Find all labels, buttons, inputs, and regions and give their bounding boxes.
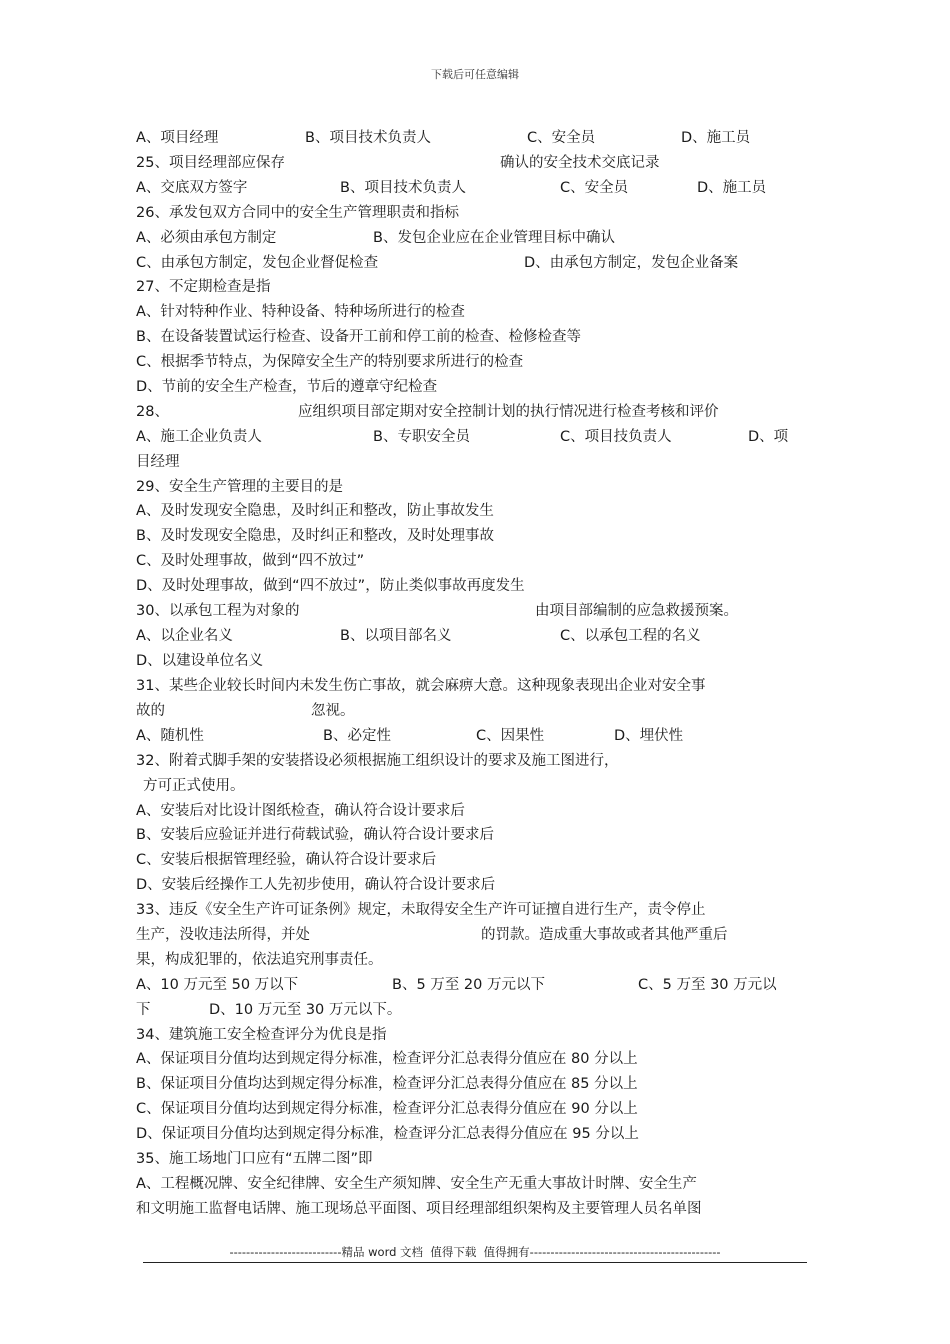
- text-line: A、必须由承包方制定: [136, 230, 277, 246]
- text-line: A、随机性: [136, 728, 204, 744]
- text-line: B、项目技术负责人: [305, 130, 431, 146]
- text-line: A、针对特种作业、特种设备、特种场所进行的检查: [136, 304, 465, 320]
- text-line: D、施工员: [697, 180, 767, 196]
- text-line: D、节前的安全生产检查，节后的遵章守纪检查: [136, 379, 438, 395]
- text-line: D、埋伏性: [614, 728, 684, 744]
- text-line: 32、附着式脚手架的安装搭设必须根据施工组织设计的要求及施工图进行，: [136, 753, 619, 769]
- text-line: 方可正式使用。: [143, 778, 245, 794]
- text-line: 27、不定期检查是指: [136, 279, 271, 295]
- text-line: A、以企业名义: [136, 628, 233, 644]
- text-line: 33、违反《安全生产许可证条例》规定，未取得安全生产许可证擅自进行生产，责令停止: [136, 902, 706, 918]
- text-line: C、项目技负责人: [560, 429, 672, 445]
- text-line: 应组织项目部定期对安全控制计划的执行情况进行检查考核和评价: [298, 404, 719, 420]
- text-line: D、由承包方制定，发包企业备案: [524, 255, 739, 271]
- text-line: B、5 万至 20 万元以下: [392, 977, 545, 993]
- text-line: 的罚款。造成重大事故或者其他严重后: [481, 927, 728, 943]
- text-line: A、及时发现安全隐患，及时纠正和整改，防止事故发生: [136, 503, 494, 519]
- text-line: C、因果性: [476, 728, 545, 744]
- text-line: 31、某些企业较长时间内未发生伤亡事故，就会麻痹大意。这种现象表现出企业对安全事: [136, 678, 706, 694]
- text-line: 28、: [136, 404, 169, 420]
- text-line: D、以建设单位名义: [136, 653, 264, 669]
- text-line: 30、以承包工程为对象的: [136, 603, 300, 619]
- text-line: 生产，没收违法所得，并处: [136, 927, 310, 943]
- text-line: 35、施工场地门口应有“五牌二图”即: [136, 1151, 373, 1167]
- footer-rule: [143, 1262, 807, 1263]
- text-line: A、工程概况牌、安全纪律牌、安全生产须知牌、安全生产无重大事故计时牌、安全生产: [136, 1176, 697, 1192]
- text-line: B、必定性: [323, 728, 391, 744]
- text-line: C、安装后根据管理经验，确认符合设计要求后: [136, 852, 437, 868]
- text-line: 和文明施工监督电话牌、施工现场总平面图、项目经理部组织架构及主要管理人员名单图: [136, 1201, 702, 1217]
- page-header: 下载后可任意编辑: [431, 68, 519, 81]
- text-line: A、10 万元至 50 万以下: [136, 977, 299, 993]
- text-line: B、保证项目分值均达到规定得分标准，检查评分汇总表得分值应在 85 分以上: [136, 1076, 638, 1092]
- text-line: A、项目经理: [136, 130, 219, 146]
- text-line: 25、项目经理部应保存: [136, 155, 285, 171]
- text-line: C、及时处理事故，做到“四不放过”: [136, 553, 365, 569]
- text-line: A、施工企业负责人: [136, 429, 262, 445]
- text-line: C、安全员: [527, 130, 596, 146]
- text-line: 确认的安全技术交底记录: [500, 155, 660, 171]
- text-line: C、保证项目分值均达到规定得分标准，检查评分汇总表得分值应在 90 分以上: [136, 1101, 638, 1117]
- text-line: 果，构成犯罪的，依法追究刑事责任。: [136, 952, 383, 968]
- text-line: C、安全员: [560, 180, 629, 196]
- text-line: C、根据季节特点，为保障安全生产的特别要求所进行的检查: [136, 354, 524, 370]
- text-line: 由项目部编制的应急救援预案。: [535, 603, 738, 619]
- text-line: D、及时处理事故，做到“四不放过”，防止类似事故再度发生: [136, 578, 525, 594]
- text-line: B、安装后应验证并进行荷载试验，确认符合设计要求后: [136, 827, 494, 843]
- text-line: 故的: [136, 703, 165, 719]
- text-line: C、5 万至 30 万元以: [638, 977, 777, 993]
- text-line: B、专职安全员: [373, 429, 470, 445]
- text-line: 忽视。: [311, 703, 355, 719]
- text-line: A、保证项目分值均达到规定得分标准，检查评分汇总表得分值应在 80 分以上: [136, 1051, 638, 1067]
- text-line: A、交底双方签字: [136, 180, 248, 196]
- text-line: B、发包企业应在企业管理目标中确认: [373, 230, 615, 246]
- text-line: B、项目技术负责人: [340, 180, 466, 196]
- text-line: D、10 万元至 30 万元以下。: [209, 1002, 402, 1018]
- page-footer: ---------------------------精品 word 文档 值得下载 值得拥有----------------------------------------------: [229, 1245, 721, 1259]
- text-line: B、以项目部名义: [340, 628, 452, 644]
- text-line: 26、承发包双方合同中的安全生产管理职责和指标: [136, 205, 459, 221]
- text-line: C、由承包方制定，发包企业督促检查: [136, 255, 379, 271]
- text-line: D、施工员: [681, 130, 751, 146]
- text-line: 目经理: [136, 454, 180, 470]
- text-line: D、保证项目分值均达到规定得分标准，检查评分汇总表得分值应在 95 分以上: [136, 1126, 639, 1142]
- text-line: C、以承包工程的名义: [560, 628, 701, 644]
- text-line: 34、建筑施工安全检查评分为优良是指: [136, 1027, 387, 1043]
- text-line: D、安装后经操作工人先初步使用，确认符合设计要求后: [136, 877, 496, 893]
- text-line: 29、安全生产管理的主要目的是: [136, 479, 343, 495]
- text-line: B、及时发现安全隐患，及时纠正和整改，及时处理事故: [136, 528, 494, 544]
- text-line: 下: [136, 1002, 151, 1018]
- text-line: B、在设备装置试运行检查、设备开工前和停工前的检查、检修检查等: [136, 329, 581, 345]
- text-line: D、项: [748, 429, 789, 445]
- text-line: A、安装后对比设计图纸检查，确认符合设计要求后: [136, 803, 465, 819]
